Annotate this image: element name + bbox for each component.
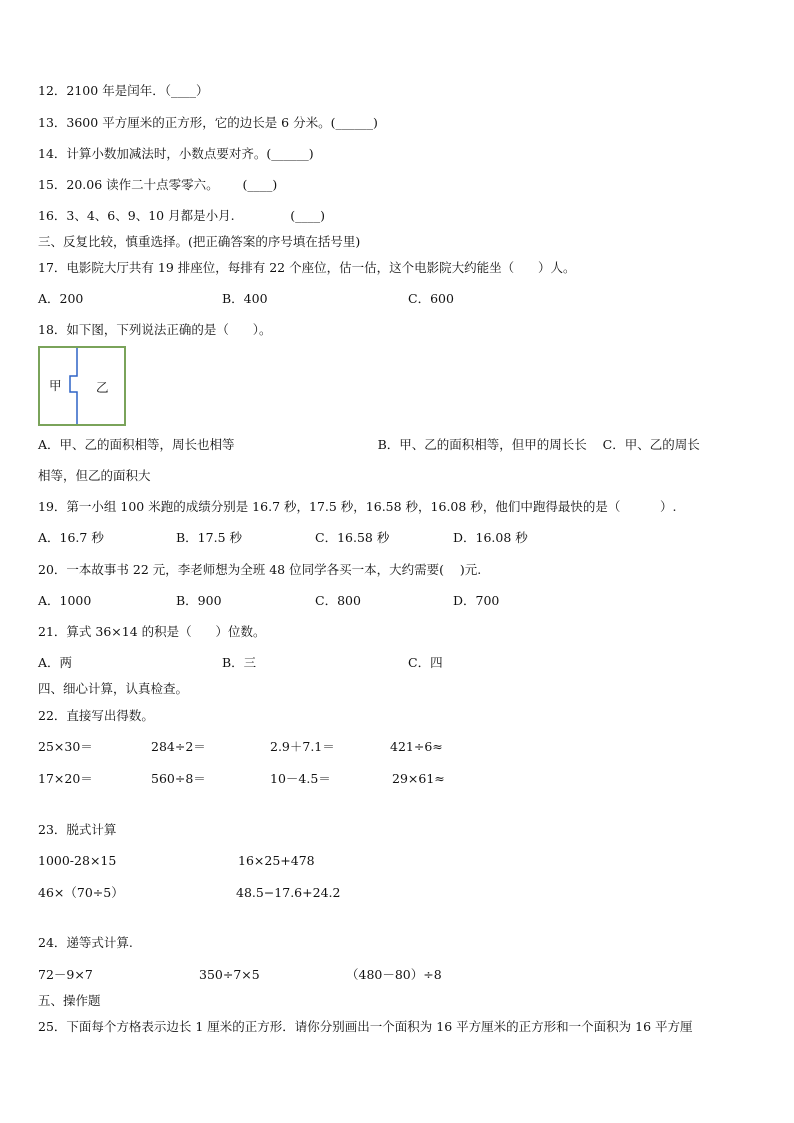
- q20-option-c: C．800: [315, 593, 361, 608]
- section-5-heading: 五、操作题: [38, 993, 101, 1008]
- calc22-r2-c4: 29×61≈: [392, 771, 445, 786]
- q19-option-c: C．16.58 秒: [315, 530, 390, 545]
- question-17: 17．电影院大厅共有 19 排座位，每排有 22 个座位，估一估，这个电影院大约能坐（ ）人。: [38, 260, 576, 275]
- calc23-r1-c1: 1000-28×15: [38, 853, 117, 868]
- q20-option-a: A．1000: [38, 593, 92, 608]
- figure-label-jia: 甲: [49, 378, 62, 393]
- calc23-r2-c2: 48.5−17.6+24.2: [236, 885, 341, 900]
- question-18: 18．如下图，下列说法正确的是（ ）。: [38, 322, 272, 337]
- section-4-heading: 四、细心计算，认真检查。: [38, 681, 189, 696]
- q18-options: A．甲、乙的面积相等，周长也相等 B．甲、乙的面积相等，但甲的周长长 C．甲、乙的周长: [38, 437, 700, 452]
- q18-figure: [38, 346, 126, 426]
- section-3-heading: 三、反复比较，慎重选择。(把正确答案的序号填在括号里): [38, 234, 361, 249]
- q21-option-c: C．四: [408, 655, 443, 670]
- calc22-r1-c1: 25×30＝: [38, 739, 93, 754]
- calc23-r1-c2: 16×25+478: [238, 853, 315, 868]
- q17-option-b: B．400: [222, 291, 268, 306]
- q21-option-b: B．三: [222, 655, 257, 670]
- question-21: 21．算式 36×14 的积是（ ）位数。: [38, 624, 266, 639]
- calc24-c3: （480－80）÷8: [346, 967, 442, 982]
- calc22-r1-c4: 421÷6≈: [390, 739, 443, 754]
- q19-option-a: A．16.7 秒: [38, 530, 104, 545]
- calc22-r2-c3: 10－4.5＝: [270, 771, 331, 786]
- q20-option-d: D．700: [453, 593, 500, 608]
- calc22-r1-c2: 284÷2＝: [151, 739, 206, 754]
- calc22-r2-c2: 560÷8＝: [151, 771, 206, 786]
- calc24-c1: 72－9×7: [38, 967, 93, 982]
- question-16: 16．3、4、6、9、10 月都是小月. (____): [38, 208, 325, 223]
- question-24: 24．递等式计算.: [38, 935, 133, 950]
- question-22: 22．直接写出得数。: [38, 708, 154, 723]
- calc24-c2: 350÷7×5: [199, 967, 260, 982]
- q19-option-b: B．17.5 秒: [176, 530, 242, 545]
- calc22-r2-c1: 17×20＝: [38, 771, 93, 786]
- q21-option-a: A．两: [38, 655, 73, 670]
- question-19: 19．第一小组 100 米跑的成绩分别是 16.7 秒，17.5 秒，16.58 秒，16.08 秒，他们中跑得最快的是（ ）.: [38, 499, 677, 514]
- q20-option-b: B．900: [176, 593, 222, 608]
- question-25: 25．下面每个方格表示边长 1 厘米的正方形．请你分别画出一个面积为 16 平方厘米的正方形和一个面积为 16 平方厘: [38, 1019, 693, 1034]
- question-12: 12．2100 年是闰年．（____）: [38, 83, 209, 98]
- question-14: 14．计算小数加减法时，小数点要对齐。(______): [38, 146, 314, 161]
- q19-option-d: D．16.08 秒: [453, 530, 528, 545]
- figure-label-yi: 乙: [96, 380, 109, 395]
- q18-options-continued: 相等，但乙的面积大: [38, 468, 151, 483]
- question-20: 20．一本故事书 22 元，李老师想为全班 48 位同学各买一本，大约需要( )元.: [38, 562, 482, 577]
- q17-option-a: A．200: [38, 291, 84, 306]
- calc23-r2-c1: 46×（70÷5）: [38, 885, 124, 900]
- calc22-r1-c3: 2.9＋7.1＝: [270, 739, 335, 754]
- question-13: 13．3600 平方厘米的正方形，它的边长是 6 分米。(______): [38, 115, 378, 130]
- question-15: 15．20.06 读作二十点零零六。 (____): [38, 177, 278, 192]
- q17-option-c: C．600: [408, 291, 454, 306]
- question-23: 23．脱式计算: [38, 822, 117, 837]
